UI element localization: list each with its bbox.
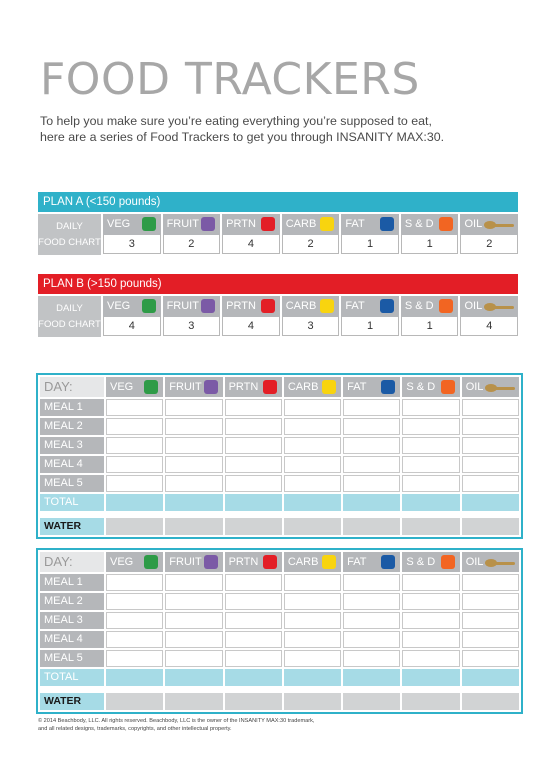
daily-portion-value: 4	[222, 235, 280, 254]
tracker-cell[interactable]	[225, 612, 282, 629]
tracker-cell[interactable]	[284, 574, 341, 591]
tracker-cell[interactable]	[106, 399, 163, 416]
orange-square-icon	[441, 380, 455, 394]
column-header	[284, 377, 341, 397]
water-row	[40, 518, 519, 535]
tracker-cell[interactable]	[402, 593, 459, 610]
page-title: FOOD TRACKERS	[40, 54, 420, 105]
plan-b-chart	[38, 274, 518, 337]
tracker-cell[interactable]	[284, 612, 341, 629]
column-header	[341, 214, 399, 235]
tracker-header-row	[40, 377, 519, 397]
tracker-cell[interactable]	[284, 399, 341, 416]
tracker-cell[interactable]	[165, 418, 222, 435]
column-header	[460, 214, 518, 235]
total-row	[40, 494, 519, 511]
total-label: TOTAL	[40, 494, 104, 511]
yellow-square-icon	[322, 380, 336, 394]
meal-row	[40, 418, 519, 435]
plan-column	[458, 296, 518, 337]
total-cell[interactable]	[106, 669, 163, 686]
column-label: CARB	[287, 556, 319, 568]
daily-food-chart-label	[38, 214, 101, 255]
water-cell[interactable]	[165, 518, 222, 535]
daily-portion-value: 4	[460, 317, 518, 336]
total-cell[interactable]	[343, 494, 400, 511]
green-square-icon	[142, 217, 156, 231]
meal-label: MEAL 3	[40, 612, 104, 629]
tracker-cell[interactable]	[402, 456, 459, 473]
tracker-cell[interactable]	[106, 437, 163, 454]
meal-row	[40, 650, 519, 667]
total-cell[interactable]	[343, 669, 400, 686]
meal-row	[40, 574, 519, 591]
column-header	[222, 214, 280, 235]
column-label: OIL	[464, 300, 483, 312]
plan-column	[458, 214, 518, 255]
total-cell[interactable]	[225, 669, 282, 686]
total-cell[interactable]	[225, 494, 282, 511]
tracker-cell[interactable]	[225, 574, 282, 591]
column-label: PRTN	[228, 556, 259, 568]
daily-food-chart-label	[38, 296, 101, 337]
tracker-cell[interactable]	[106, 650, 163, 667]
daily-portion-value: 4	[222, 317, 280, 336]
tracker-cell[interactable]	[106, 475, 163, 492]
water-cell[interactable]	[106, 518, 163, 535]
day-tracker-2	[36, 548, 523, 714]
tracker-cell[interactable]	[106, 631, 163, 648]
column-label: FAT	[345, 218, 365, 230]
water-cell[interactable]	[165, 693, 222, 710]
meal-row	[40, 593, 519, 610]
daily-portion-value: 2	[282, 235, 340, 254]
column-header	[341, 296, 399, 317]
meal-label: MEAL 1	[40, 574, 104, 591]
blue-square-icon	[380, 299, 394, 313]
tracker-cell[interactable]	[106, 593, 163, 610]
tracker-cell[interactable]	[165, 631, 222, 648]
plan-column	[101, 296, 161, 337]
day-label: DAY:	[40, 377, 104, 397]
food-chart-label: FOOD CHART	[38, 236, 101, 248]
column-label: PRTN	[226, 218, 256, 230]
column-header	[401, 214, 459, 235]
tracker-cell[interactable]	[284, 593, 341, 610]
total-label: TOTAL	[40, 669, 104, 686]
tracker-cell[interactable]	[343, 574, 400, 591]
column-header	[103, 214, 161, 235]
water-cell[interactable]	[106, 693, 163, 710]
tracker-cell[interactable]	[402, 650, 459, 667]
plan-b-columns	[101, 296, 518, 337]
tracker-cell[interactable]	[462, 418, 519, 435]
plan-b-header: PLAN B (>150 pounds)	[38, 274, 518, 294]
tracker-cell[interactable]	[106, 574, 163, 591]
column-header	[343, 377, 400, 397]
column-label: S & D	[406, 381, 436, 393]
column-header	[106, 377, 163, 397]
water-cell[interactable]	[343, 693, 400, 710]
tracker-cell[interactable]	[462, 399, 519, 416]
plan-column	[280, 214, 340, 255]
meal-row	[40, 631, 519, 648]
tracker-cell[interactable]	[284, 418, 341, 435]
water-cell[interactable]	[462, 518, 519, 535]
meal-label: MEAL 5	[40, 475, 104, 492]
meal-label: MEAL 2	[40, 418, 104, 435]
column-label: S & D	[406, 556, 436, 568]
tracker-cell[interactable]	[106, 418, 163, 435]
meal-label: MEAL 2	[40, 593, 104, 610]
column-header	[282, 296, 340, 317]
column-header	[402, 377, 459, 397]
daily-portion-value: 1	[341, 235, 399, 254]
daily-portion-value: 4	[103, 317, 161, 336]
tracker-header-row	[40, 552, 519, 572]
red-square-icon	[261, 299, 275, 313]
tracker-cell[interactable]	[284, 437, 341, 454]
yellow-square-icon	[320, 299, 334, 313]
green-square-icon	[144, 555, 158, 569]
daily-portion-value: 3	[282, 317, 340, 336]
spoon-icon	[484, 304, 514, 310]
tracker-cell[interactable]	[284, 631, 341, 648]
red-square-icon	[261, 217, 275, 231]
tracker-cell[interactable]	[402, 574, 459, 591]
water-cell[interactable]	[343, 518, 400, 535]
tracker-cell[interactable]	[462, 612, 519, 629]
tracker-cell[interactable]	[165, 437, 222, 454]
intro-line: here are a series of Food Trackers to get you through INSANITY MAX:30.	[40, 130, 445, 144]
tracker-cell[interactable]	[402, 437, 459, 454]
meal-label: MEAL 3	[40, 437, 104, 454]
yellow-square-icon	[320, 217, 334, 231]
tracker-cell[interactable]	[402, 418, 459, 435]
green-square-icon	[144, 380, 158, 394]
blue-square-icon	[381, 555, 395, 569]
plan-column	[339, 214, 399, 255]
tracker-cell[interactable]	[106, 456, 163, 473]
total-cell[interactable]	[165, 669, 222, 686]
total-cell[interactable]	[462, 494, 519, 511]
column-header	[163, 296, 221, 317]
water-cell[interactable]	[462, 693, 519, 710]
tracker-cell[interactable]	[462, 475, 519, 492]
tracker-cell[interactable]	[462, 456, 519, 473]
daily-portion-value: 1	[341, 317, 399, 336]
tracker-cell[interactable]	[225, 456, 282, 473]
water-cell[interactable]	[402, 518, 459, 535]
tracker-cell[interactable]	[343, 475, 400, 492]
tracker-cell[interactable]	[165, 612, 222, 629]
plan-a-header: PLAN A (<150 pounds)	[38, 192, 518, 212]
purple-square-icon	[201, 299, 215, 313]
tracker-cell[interactable]	[343, 612, 400, 629]
total-cell[interactable]	[106, 494, 163, 511]
column-header	[106, 552, 163, 572]
spoon-icon	[485, 560, 515, 566]
tracker-cell[interactable]	[343, 593, 400, 610]
column-header	[460, 296, 518, 317]
purple-square-icon	[204, 555, 218, 569]
water-label: WATER	[40, 518, 104, 535]
tracker-cell[interactable]	[462, 631, 519, 648]
plan-column	[220, 214, 280, 255]
column-header	[282, 214, 340, 235]
blue-square-icon	[380, 217, 394, 231]
tracker-cell[interactable]	[165, 574, 222, 591]
tracker-cell[interactable]	[165, 456, 222, 473]
column-label: VEG	[107, 218, 131, 230]
column-label: FRUIT	[166, 300, 199, 312]
tracker-cell[interactable]	[343, 418, 400, 435]
plan-column	[161, 296, 221, 337]
water-cell[interactable]	[225, 693, 282, 710]
orange-square-icon	[441, 555, 455, 569]
daily-portion-value: 3	[103, 235, 161, 254]
daily-portion-value: 2	[460, 235, 518, 254]
blue-square-icon	[381, 380, 395, 394]
water-row	[40, 693, 519, 710]
tracker-cell[interactable]	[462, 650, 519, 667]
column-header	[343, 552, 400, 572]
total-cell[interactable]	[462, 669, 519, 686]
tracker-cell[interactable]	[284, 456, 341, 473]
daily-portion-value: 2	[163, 235, 221, 254]
plan-column	[280, 296, 340, 337]
column-header	[165, 377, 222, 397]
daily-portion-value: 3	[163, 317, 221, 336]
column-label: CARB	[285, 218, 317, 230]
column-header	[225, 552, 282, 572]
column-label: FRUIT	[166, 218, 199, 230]
day-tracker-1	[36, 373, 523, 539]
tracker-cell[interactable]	[462, 437, 519, 454]
column-label: S & D	[404, 300, 434, 312]
daily-label: DAILY	[56, 220, 83, 232]
plan-a-chart	[38, 192, 518, 255]
column-label: FAT	[347, 381, 367, 393]
tracker-cell[interactable]	[462, 574, 519, 591]
tracker-cell[interactable]	[165, 593, 222, 610]
tracker-cell[interactable]	[225, 399, 282, 416]
water-cell[interactable]	[284, 693, 341, 710]
tracker-cell[interactable]	[402, 475, 459, 492]
column-header	[284, 552, 341, 572]
column-header	[225, 377, 282, 397]
yellow-square-icon	[322, 555, 336, 569]
intro-line: To help you make sure you’re eating everything you’re supposed to eat,	[40, 114, 432, 128]
tracker-cell[interactable]	[402, 631, 459, 648]
meal-label: MEAL 4	[40, 631, 104, 648]
column-label: OIL	[465, 381, 484, 393]
copyright-footer	[38, 717, 438, 733]
plan-column	[339, 296, 399, 337]
plan-a-columns	[101, 214, 518, 255]
water-cell[interactable]	[402, 693, 459, 710]
purple-square-icon	[204, 380, 218, 394]
plan-column	[161, 214, 221, 255]
daily-label: DAILY	[56, 302, 83, 314]
column-label: CARB	[287, 381, 319, 393]
intro-text	[40, 113, 500, 145]
daily-portion-value: 1	[401, 235, 459, 254]
column-header	[402, 552, 459, 572]
total-cell[interactable]	[284, 494, 341, 511]
meal-row	[40, 437, 519, 454]
tracker-cell[interactable]	[343, 437, 400, 454]
tracker-cell[interactable]	[343, 456, 400, 473]
column-header	[163, 214, 221, 235]
meal-label: MEAL 4	[40, 456, 104, 473]
green-square-icon	[142, 299, 156, 313]
column-header	[462, 552, 519, 572]
purple-square-icon	[201, 217, 215, 231]
water-cell[interactable]	[284, 518, 341, 535]
plan-column	[220, 296, 280, 337]
red-square-icon	[263, 380, 277, 394]
column-label: FAT	[347, 556, 367, 568]
tracker-cell[interactable]	[462, 593, 519, 610]
total-cell[interactable]	[402, 669, 459, 686]
tracker-cell[interactable]	[225, 418, 282, 435]
tracker-cell[interactable]	[343, 399, 400, 416]
column-label: PRTN	[226, 300, 256, 312]
column-header	[222, 296, 280, 317]
column-label: CARB	[285, 300, 317, 312]
daily-portion-value: 1	[401, 317, 459, 336]
meal-label: MEAL 5	[40, 650, 104, 667]
meal-row	[40, 612, 519, 629]
spoon-icon	[484, 222, 514, 228]
tracker-cell[interactable]	[165, 399, 222, 416]
tracker-cell[interactable]	[106, 612, 163, 629]
water-cell[interactable]	[225, 518, 282, 535]
column-label: FRUIT	[169, 556, 202, 568]
column-label: VEG	[110, 381, 134, 393]
column-label: OIL	[465, 556, 484, 568]
tracker-cell[interactable]	[402, 399, 459, 416]
tracker-cell[interactable]	[402, 612, 459, 629]
tracker-cell[interactable]	[343, 631, 400, 648]
column-label: FAT	[345, 300, 365, 312]
meal-label: MEAL 1	[40, 399, 104, 416]
column-label: OIL	[464, 218, 483, 230]
total-cell[interactable]	[284, 669, 341, 686]
column-header	[103, 296, 161, 317]
spoon-icon	[485, 385, 515, 391]
plan-column	[399, 296, 459, 337]
tracker-cell[interactable]	[225, 631, 282, 648]
column-header	[462, 377, 519, 397]
water-label: WATER	[40, 693, 104, 710]
meal-row	[40, 475, 519, 492]
tracker-cell[interactable]	[225, 475, 282, 492]
red-square-icon	[263, 555, 277, 569]
total-cell[interactable]	[165, 494, 222, 511]
footer-line: and all related designs, trademarks, copyrights, and other intellectual property.	[38, 726, 232, 732]
tracker-cell[interactable]	[225, 593, 282, 610]
column-label: S & D	[404, 218, 434, 230]
meal-row	[40, 399, 519, 416]
total-cell[interactable]	[402, 494, 459, 511]
tracker-cell[interactable]	[284, 475, 341, 492]
total-row	[40, 669, 519, 686]
day-label: DAY:	[40, 552, 104, 572]
meal-row	[40, 456, 519, 473]
plan-column	[399, 214, 459, 255]
orange-square-icon	[439, 217, 453, 231]
tracker-cell[interactable]	[343, 650, 400, 667]
column-header	[165, 552, 222, 572]
column-label: VEG	[107, 300, 131, 312]
footer-line: © 2014 Beachbody, LLC. All rights reserved. Beachbody, LLC is the owner of the INSANITY MAX:30 trademark,	[38, 718, 315, 724]
food-chart-label: FOOD CHART	[38, 318, 101, 330]
orange-square-icon	[439, 299, 453, 313]
column-label: VEG	[110, 556, 134, 568]
column-header	[401, 296, 459, 317]
tracker-cell[interactable]	[165, 650, 222, 667]
tracker-cell[interactable]	[284, 650, 341, 667]
tracker-cell[interactable]	[165, 475, 222, 492]
column-label: FRUIT	[169, 381, 202, 393]
column-label: PRTN	[228, 381, 259, 393]
plan-column	[101, 214, 161, 255]
tracker-cell[interactable]	[225, 437, 282, 454]
tracker-cell[interactable]	[225, 650, 282, 667]
